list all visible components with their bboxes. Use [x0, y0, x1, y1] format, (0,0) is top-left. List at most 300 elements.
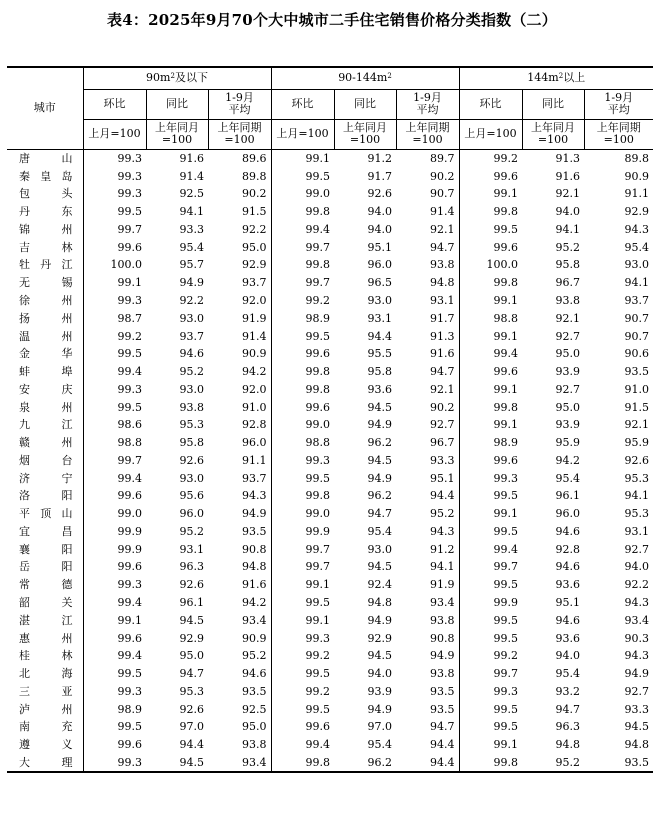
- index-cell: 93.0: [179, 471, 204, 485]
- index-cell: 95.8: [179, 436, 204, 450]
- table-row: [7, 380, 653, 398]
- index-cell: 93.4: [396, 594, 459, 612]
- index-cell: 94.2: [208, 363, 271, 381]
- index-cell: 94.9: [367, 471, 392, 485]
- index-cell: 95.2: [179, 365, 204, 379]
- index-cell: 94.5: [367, 453, 392, 467]
- index-cell: 93.7: [208, 274, 271, 292]
- index-cell: 95.0: [208, 718, 271, 736]
- index-cell: 99.8: [493, 276, 518, 290]
- index-cell: 91.7: [396, 309, 459, 327]
- index-cell: 91.7: [367, 169, 392, 183]
- city-cell: 南充: [7, 718, 83, 736]
- index-cell: 92.7: [555, 382, 580, 396]
- city-cell: 徐州: [7, 292, 83, 310]
- index-cell: 90.9: [208, 629, 271, 647]
- index-cell: 94.0: [367, 667, 392, 681]
- index-cell: 94.5: [624, 720, 649, 734]
- index-cell: 95.0: [208, 238, 271, 256]
- index-cell: 99.3: [305, 453, 330, 467]
- index-cell: 90.7: [396, 185, 459, 203]
- index-cell: 97.0: [179, 720, 204, 734]
- index-cell: 99.1: [493, 738, 518, 752]
- index-cell: 99.1: [117, 276, 142, 290]
- index-cell: 92.1: [396, 221, 459, 239]
- table-row: [7, 363, 653, 381]
- index-cell: 93.8: [208, 736, 271, 754]
- index-cell: 94.9: [367, 702, 392, 716]
- index-cell: 93.5: [208, 682, 271, 700]
- index-cell: 94.6: [179, 347, 204, 361]
- index-cell: 93.8: [396, 611, 459, 629]
- index-cell: 95.3: [179, 418, 204, 432]
- table-row: [7, 274, 653, 292]
- city-cell: 唐山: [7, 149, 83, 167]
- index-cell: 95.0: [179, 649, 204, 663]
- table-row: [7, 576, 653, 594]
- index-cell: 91.3: [396, 327, 459, 345]
- city-cell: 大理: [7, 754, 83, 773]
- index-cell: 98.8: [117, 436, 142, 450]
- index-cell: 94.0: [367, 205, 392, 219]
- group-header-small: $90m^2$及以下: [83, 67, 271, 89]
- index-cell: 98.8: [305, 436, 330, 450]
- city-cell: 洛阳: [7, 487, 83, 505]
- index-cell: 94.9: [208, 505, 271, 523]
- index-cell: 91.1: [208, 452, 271, 470]
- index-cell: 91.6: [179, 151, 204, 165]
- index-cell: 91.0: [208, 398, 271, 416]
- index-cell: 99.9: [117, 542, 142, 556]
- index-cell: 99.5: [493, 489, 518, 503]
- index-cell: 95.8: [555, 258, 580, 272]
- index-cell: 90.2: [396, 398, 459, 416]
- index-cell: 93.6: [555, 578, 580, 592]
- city-cell: 宜昌: [7, 523, 83, 541]
- index-cell: 99.2: [305, 294, 330, 307]
- index-cell: 94.9: [179, 276, 204, 290]
- table-row: [7, 309, 653, 327]
- index-cell: 94.4: [396, 754, 459, 773]
- index-cell: 99.7: [117, 222, 142, 236]
- table-row: [7, 647, 653, 665]
- index-cell: 99.8: [493, 755, 518, 769]
- index-cell: 99.7: [493, 560, 518, 574]
- yoy-base: 上年同月 =100: [334, 119, 396, 149]
- index-cell: 91.4: [179, 169, 204, 183]
- table-row: [7, 203, 653, 221]
- index-cell: 91.4: [208, 327, 271, 345]
- city-cell: 泸州: [7, 700, 83, 718]
- index-cell: 93.5: [624, 365, 649, 379]
- index-cell: 99.2: [305, 684, 330, 698]
- index-cell: 94.8: [624, 738, 649, 752]
- table-row: [7, 611, 653, 629]
- index-cell: 93.3: [179, 222, 204, 236]
- index-cell: 92.7: [624, 542, 649, 556]
- index-cell: 94.0: [555, 205, 580, 219]
- index-cell: 94.7: [179, 667, 204, 681]
- table-row: [7, 256, 653, 274]
- city-cell: 吉林: [7, 238, 83, 256]
- table-row: [7, 221, 653, 239]
- index-cell: 91.6: [208, 576, 271, 594]
- index-cell: 92.8: [555, 542, 580, 556]
- table-row: [7, 594, 653, 612]
- city-cell: 湛江: [7, 611, 83, 629]
- index-cell: 92.9: [367, 631, 392, 645]
- index-cell: 95.2: [208, 647, 271, 665]
- index-cell: 93.7: [208, 469, 271, 487]
- index-cell: 99.7: [117, 453, 142, 467]
- index-cell: 99.8: [493, 205, 518, 219]
- index-cell: 92.2: [208, 221, 271, 239]
- index-cell: 99.0: [305, 507, 330, 521]
- index-cell: 92.1: [624, 418, 649, 432]
- index-cell: 91.6: [396, 345, 459, 363]
- index-cell: 99.3: [493, 684, 518, 698]
- mom-header: 环比: [271, 89, 334, 119]
- index-cell: 99.2: [117, 329, 142, 343]
- index-cell: 99.6: [117, 738, 142, 752]
- table-row: [7, 469, 653, 487]
- index-cell: 92.0: [208, 292, 271, 310]
- index-cell: 99.8: [305, 755, 330, 769]
- index-cell: 93.4: [208, 754, 271, 773]
- index-cell: 99.6: [117, 489, 142, 503]
- city-cell: 韶关: [7, 594, 83, 612]
- index-cell: 99.0: [117, 507, 142, 521]
- index-cell: 95.1: [367, 240, 392, 254]
- index-cell: 95.4: [624, 240, 649, 254]
- table-row: [7, 682, 653, 700]
- index-cell: 99.3: [117, 382, 142, 396]
- index-cell: 99.5: [305, 702, 330, 716]
- index-cell: 89.7: [396, 149, 459, 167]
- index-cell: 99.5: [305, 329, 330, 343]
- index-cell: 99.8: [305, 205, 330, 219]
- index-cell: 98.8: [493, 311, 518, 325]
- index-cell: 99.5: [305, 596, 330, 610]
- index-cell: 99.1: [493, 382, 518, 396]
- index-cell: 99.2: [493, 151, 518, 165]
- index-cell: 99.0: [305, 418, 330, 432]
- index-cell: 95.3: [624, 507, 649, 521]
- index-cell: 95.1: [555, 596, 580, 610]
- index-cell: 99.3: [493, 471, 518, 485]
- index-cell: 91.5: [624, 400, 649, 414]
- index-cell: 94.7: [396, 238, 459, 256]
- index-cell: 99.6: [117, 240, 142, 254]
- city-cell: 蚌埠: [7, 363, 83, 381]
- index-cell: 96.5: [367, 276, 392, 290]
- index-cell: 91.9: [208, 309, 271, 327]
- index-cell: 93.3: [396, 452, 459, 470]
- index-cell: 99.5: [117, 400, 142, 414]
- index-cell: 93.2: [555, 684, 580, 698]
- table-row: [7, 238, 653, 256]
- index-cell: 95.7: [179, 258, 204, 272]
- index-cell: 94.1: [555, 222, 580, 236]
- table-row: [7, 167, 653, 185]
- table-row: [7, 327, 653, 345]
- city-cell: 安庆: [7, 380, 83, 398]
- index-cell: 99.6: [117, 631, 142, 645]
- index-cell: 93.1: [624, 524, 649, 538]
- index-cell: 93.5: [396, 682, 459, 700]
- index-cell: 99.4: [117, 649, 142, 663]
- city-cell: 惠州: [7, 629, 83, 647]
- index-cell: 95.5: [367, 347, 392, 361]
- index-cell: 95.8: [367, 365, 392, 379]
- index-cell: 90.8: [208, 540, 271, 558]
- index-cell: 99.6: [117, 560, 142, 574]
- index-cell: 99.6: [493, 365, 518, 379]
- city-cell: 锦州: [7, 221, 83, 239]
- index-cell: 92.2: [179, 294, 204, 307]
- index-cell: 95.4: [555, 471, 580, 485]
- index-cell: 90.2: [208, 185, 271, 203]
- table-row: [7, 292, 653, 310]
- table-row: [7, 558, 653, 576]
- index-cell: 99.5: [493, 222, 518, 236]
- index-cell: 93.5: [624, 755, 649, 769]
- index-cell: 99.9: [117, 524, 142, 538]
- index-cell: 94.7: [396, 718, 459, 736]
- index-cell: 96.1: [179, 596, 204, 610]
- index-cell: 91.5: [208, 203, 271, 221]
- index-cell: 92.1: [396, 380, 459, 398]
- index-cell: 94.5: [179, 755, 204, 769]
- table-row: [7, 452, 653, 470]
- index-cell: 95.6: [179, 489, 204, 503]
- index-cell: 91.2: [367, 151, 392, 165]
- index-cell: 94.1: [624, 276, 649, 290]
- index-cell: 94.1: [624, 489, 649, 503]
- index-cell: 93.8: [396, 256, 459, 274]
- index-cell: 89.8: [208, 167, 271, 185]
- city-cell: 平顶山: [7, 505, 83, 523]
- index-cell: 99.6: [493, 240, 518, 254]
- index-cell: 93.0: [179, 382, 204, 396]
- index-cell: 94.5: [367, 400, 392, 414]
- index-cell: 94.8: [555, 738, 580, 752]
- index-cell: 93.4: [624, 613, 649, 627]
- city-cell: 无锡: [7, 274, 83, 292]
- table-row: [7, 416, 653, 434]
- index-cell: 93.8: [555, 294, 580, 307]
- city-cell: 三亚: [7, 682, 83, 700]
- index-cell: 92.0: [208, 380, 271, 398]
- yoy-header: 同比: [146, 89, 208, 119]
- table-row: [7, 754, 653, 773]
- avg-header: 1-9月 平均: [396, 89, 459, 119]
- index-cell: 95.2: [179, 524, 204, 538]
- index-cell: 99.3: [117, 294, 142, 307]
- index-cell: 93.0: [367, 294, 392, 307]
- index-cell: 99.5: [117, 205, 142, 219]
- table-row: [7, 523, 653, 541]
- city-cell: 遵义: [7, 736, 83, 754]
- city-cell: 北海: [7, 665, 83, 683]
- index-cell: 91.2: [396, 540, 459, 558]
- index-cell: 99.1: [493, 294, 518, 307]
- index-cell: 93.1: [396, 292, 459, 310]
- yoy-base: 上年同月 =100: [146, 119, 208, 149]
- index-cell: 99.3: [117, 151, 142, 165]
- index-cell: 99.7: [305, 240, 330, 254]
- index-cell: 92.1: [555, 187, 580, 201]
- index-cell: 99.7: [305, 542, 330, 556]
- city-header: 城市: [7, 67, 83, 149]
- mom-base: 上月=100: [83, 119, 146, 149]
- index-cell: 90.9: [624, 169, 649, 183]
- index-cell: 99.5: [493, 702, 518, 716]
- index-cell: 94.7: [367, 507, 392, 521]
- index-cell: 93.1: [367, 311, 392, 325]
- index-cell: 93.4: [208, 611, 271, 629]
- index-cell: 93.5: [208, 523, 271, 541]
- index-cell: 94.9: [367, 613, 392, 627]
- index-cell: 93.0: [367, 542, 392, 556]
- index-cell: 99.5: [493, 524, 518, 538]
- index-cell: 92.5: [208, 700, 271, 718]
- index-cell: 99.3: [117, 578, 142, 592]
- index-cell: 99.5: [493, 631, 518, 645]
- index-cell: 95.0: [555, 347, 580, 361]
- city-cell: 秦皇岛: [7, 167, 83, 185]
- index-cell: 99.1: [117, 613, 142, 627]
- table-row: [7, 665, 653, 683]
- index-cell: 94.4: [396, 736, 459, 754]
- index-cell: 98.7: [117, 311, 142, 325]
- index-cell: 94.1: [396, 558, 459, 576]
- index-cell: 94.8: [208, 558, 271, 576]
- index-cell: 99.1: [493, 418, 518, 432]
- index-cell: 96.3: [555, 720, 580, 734]
- index-cell: 99.3: [117, 169, 142, 183]
- index-cell: 91.1: [624, 187, 649, 201]
- index-cell: 96.2: [367, 489, 392, 503]
- index-cell: 94.7: [396, 363, 459, 381]
- yoy-header: 同比: [522, 89, 584, 119]
- index-cell: 99.6: [493, 453, 518, 467]
- table-row: [7, 629, 653, 647]
- index-cell: 93.9: [555, 365, 580, 379]
- index-cell: 94.0: [624, 560, 649, 574]
- group-header-large: $144m^2$以上: [459, 67, 653, 89]
- table-row: [7, 736, 653, 754]
- index-cell: 96.2: [367, 436, 392, 450]
- index-cell: 94.5: [367, 560, 392, 574]
- city-cell: 赣州: [7, 434, 83, 452]
- index-cell: 99.9: [305, 524, 330, 538]
- index-cell: 99.4: [493, 542, 518, 556]
- index-cell: 100.0: [486, 258, 518, 272]
- city-cell: 包头: [7, 185, 83, 203]
- index-cell: 94.0: [367, 222, 392, 236]
- table-row: [7, 185, 653, 203]
- city-cell: 济宁: [7, 469, 83, 487]
- index-cell: 94.6: [555, 613, 580, 627]
- index-cell: 93.0: [624, 258, 649, 272]
- index-cell: 91.9: [396, 576, 459, 594]
- index-cell: 95.4: [367, 738, 392, 752]
- table-row: [7, 487, 653, 505]
- index-cell: 99.3: [117, 755, 142, 769]
- index-cell: 99.2: [305, 649, 330, 663]
- index-cell: 99.8: [305, 489, 330, 503]
- index-cell: 95.9: [624, 436, 649, 450]
- index-cell: 99.6: [305, 720, 330, 734]
- index-cell: 94.3: [396, 523, 459, 541]
- index-cell: 94.3: [624, 649, 649, 663]
- index-cell: 96.0: [555, 507, 580, 521]
- index-cell: 92.6: [179, 578, 204, 592]
- index-cell: 99.5: [305, 471, 330, 485]
- index-cell: 91.3: [555, 151, 580, 165]
- index-cell: 99.5: [493, 578, 518, 592]
- city-cell: 桂林: [7, 647, 83, 665]
- index-cell: 99.6: [305, 400, 330, 414]
- index-cell: 93.6: [367, 382, 392, 396]
- index-cell: 90.8: [396, 629, 459, 647]
- city-cell: 温州: [7, 327, 83, 345]
- index-cell: 99.4: [117, 365, 142, 379]
- index-cell: 90.3: [624, 631, 649, 645]
- index-cell: 91.4: [396, 203, 459, 221]
- table-row: [7, 434, 653, 452]
- index-cell: 92.1: [555, 311, 580, 325]
- index-cell: 93.3: [624, 702, 649, 716]
- index-cell: 94.9: [624, 667, 649, 681]
- index-cell: 95.3: [624, 471, 649, 485]
- index-cell: 94.2: [208, 594, 271, 612]
- yoy-base: 上年同月 =100: [522, 119, 584, 149]
- index-cell: 99.3: [117, 187, 142, 201]
- index-cell: 94.5: [179, 613, 204, 627]
- index-cell: 92.7: [396, 416, 459, 434]
- index-cell: 92.6: [179, 702, 204, 716]
- index-cell: 90.7: [624, 329, 649, 343]
- index-cell: 93.9: [367, 684, 392, 698]
- index-cell: 93.0: [179, 311, 204, 325]
- table-row: [7, 149, 653, 167]
- index-cell: 94.2: [555, 453, 580, 467]
- index-cell: 93.7: [624, 294, 649, 307]
- index-cell: 92.9: [624, 205, 649, 219]
- city-cell: 常德: [7, 576, 83, 594]
- index-cell: 92.2: [624, 578, 649, 592]
- index-cell: 98.9: [117, 702, 142, 716]
- index-cell: 93.5: [396, 700, 459, 718]
- index-cell: 99.5: [493, 613, 518, 627]
- mom-header: 环比: [83, 89, 146, 119]
- index-cell: 95.2: [396, 505, 459, 523]
- index-cell: 99.4: [117, 471, 142, 485]
- index-cell: 99.0: [305, 187, 330, 201]
- index-cell: 96.2: [367, 755, 392, 769]
- table-row: [7, 505, 653, 523]
- city-cell: 扬州: [7, 309, 83, 327]
- index-cell: 95.1: [396, 469, 459, 487]
- index-cell: 96.3: [179, 560, 204, 574]
- index-cell: 99.5: [493, 720, 518, 734]
- index-cell: 96.7: [396, 434, 459, 452]
- index-cell: 90.9: [208, 345, 271, 363]
- index-cell: 98.9: [305, 311, 330, 325]
- index-cell: 99.8: [305, 382, 330, 396]
